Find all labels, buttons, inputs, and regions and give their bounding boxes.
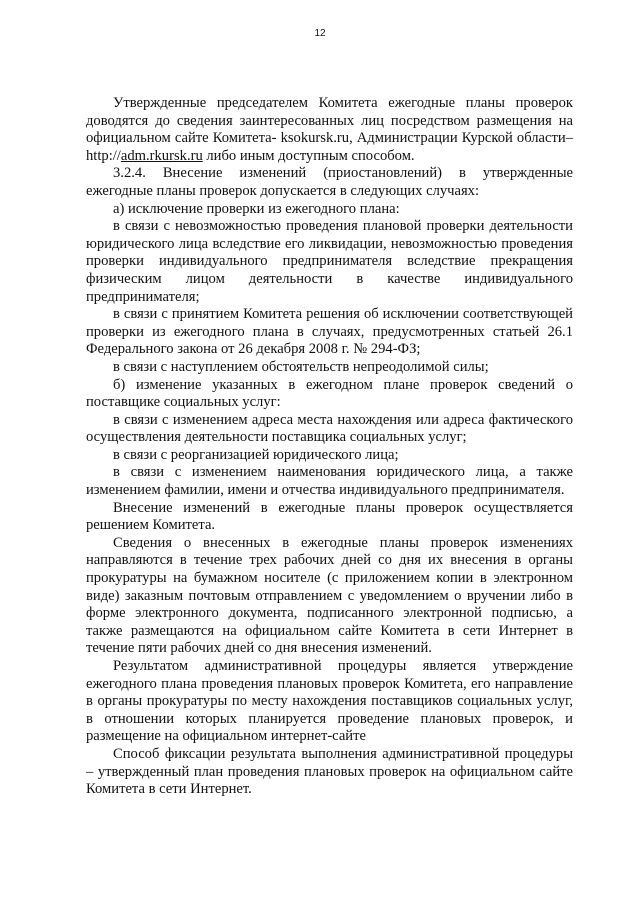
paragraph-committee-decision: в связи с принятием Комитета решения об исключении соответствующей проверки из ежегодного плана в случаях, предусмотренных статьей 26.1 Федерального закона от 26 декабря 2008 г. № 294-ФЗ; bbox=[86, 306, 573, 358]
paragraph-result-fixation: Способ фиксации результата выполнения административной процедуры – утвержденный план проведения плановых проверок на официальном сайте Комитета в сети Интернет. bbox=[86, 745, 573, 798]
paragraph-changes-notification: Сведения о внесенных в ежегодные планы проверок изменениях направляются в течение трех рабочих дней со дня их внесения в органы прокуратуры на бумажном носителе (с приложением копии в электронном виде) заказным почтовым отправлением с уведомлением о вручении либо в форме электронного документа, подписанного электронной подписью, а также размещаются на официальном сайте Комитета в сети Интернет в течение пяти рабочих дней со дня внесения изменений. bbox=[86, 534, 573, 657]
paragraph-force-majeure: в связи с наступлением обстоятельств непреодолимой силы; bbox=[113, 358, 489, 375]
paragraph-text: Утвержденные председателем Комитета ежегодные планы проверок доводятся до сведения заинтересованных лиц посредством размещения на официальном сайте Комитета- ksokursk.ru, Администрации Курской области– http:// bbox=[86, 95, 573, 164]
paragraph-plans-publication bbox=[86, 95, 573, 165]
website-link[interactable]: adm.rkursk.ru bbox=[120, 147, 203, 164]
paragraph-reorganization: в связи с реорганизацией юридического лица; bbox=[113, 446, 399, 463]
paragraph-text: либо иным доступным способом. bbox=[202, 147, 415, 164]
document-body bbox=[86, 95, 573, 799]
paragraph-item-b: б) изменение указанных в ежегодном плане проверок сведений о поставщике социальных услуг: bbox=[86, 376, 573, 411]
paragraph-liquidation: в связи с невозможностью проведения плановой проверки деятельности юридического лица вследствие его ликвидации, невозможностью проведения проверки индивидуального предпринимателя вследствие прекращения физическим лицом деятельности в качестве индивидуального предпринимателя; bbox=[86, 218, 573, 305]
paragraph-procedure-result: Результатом административной процедуры является утверждение ежегодного плана проведения плановых проверок Комитета, его направление в органы прокуратуры по месту нахождения поставщиков социальных услуг, в отношении которых планируется проведение плановых проверок, и размещение на официальном интернет-сайте bbox=[86, 658, 573, 745]
paragraph-changes-decision: Внесение изменений в ежегодные планы проверок осуществляется решением Комитета. bbox=[86, 499, 573, 534]
paragraph-address-change: в связи с изменением адреса места нахождения или адреса фактического осуществления деятельности поставщика социальных услуг; bbox=[86, 411, 573, 446]
page-number: 12 bbox=[314, 28, 326, 39]
paragraph-item-a: а) исключение проверки из ежегодного плана: bbox=[113, 200, 400, 217]
paragraph-name-change: в связи с изменением наименования юридического лица, а также изменением фамилии, имени и отчества индивидуального предпринимателя. bbox=[86, 464, 573, 499]
paragraph-section-3-2-4: 3.2.4. Внесение изменений (приостановлений) в утвержденные ежегодные планы проверок допускается в следующих случаях: bbox=[86, 165, 573, 199]
